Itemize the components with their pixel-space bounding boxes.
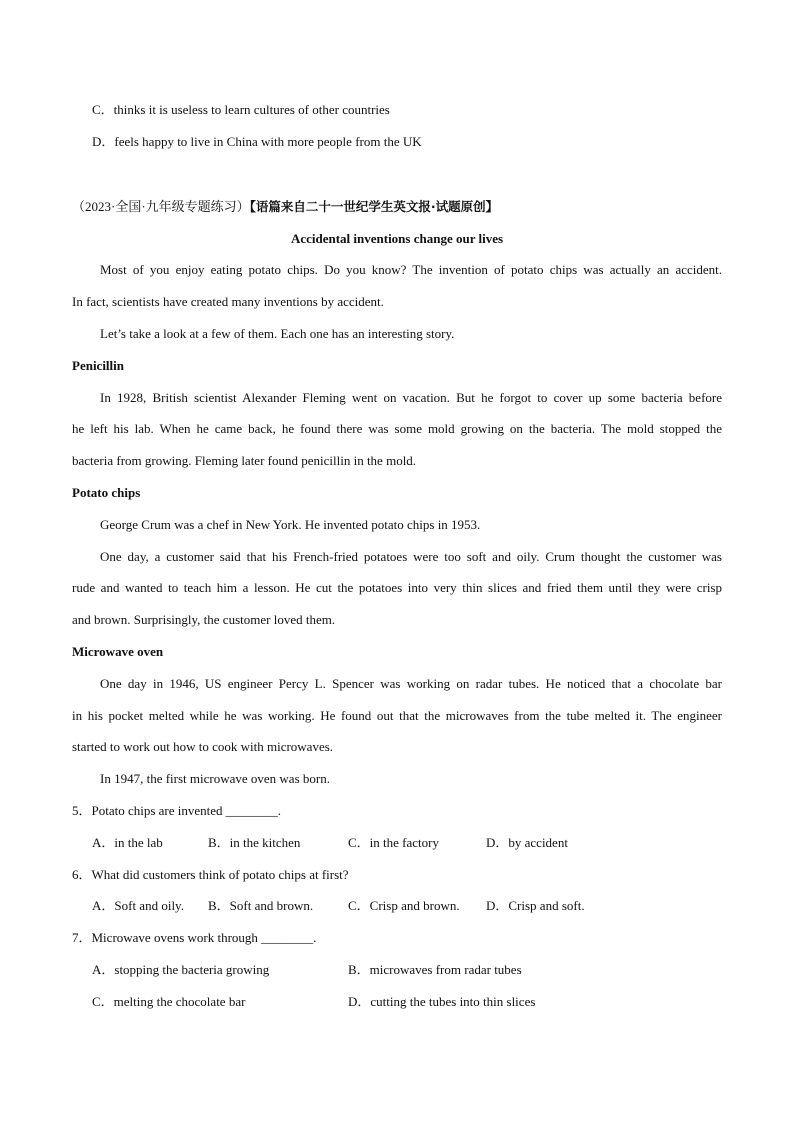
section-heading-penicillin: Penicillin: [72, 358, 124, 373]
question-7-option-b: B．microwaves from radar tubes: [348, 962, 522, 977]
penicillin-line-1: In 1928, British scientist Alexander Fleming went on vacation. But he forgot to cover up some bacteria before: [100, 390, 722, 405]
section-heading-potato-chips: Potato chips: [72, 485, 141, 500]
prev-option-d: D．feels happy to live in China with more people from the UK: [92, 134, 422, 149]
intro-line-3: Let’s take a look at a few of them. Each one has an interesting story.: [100, 326, 455, 341]
question-6-option-c: C．Crisp and brown.: [348, 898, 460, 913]
potato-line-3: rude and wanted to teach him a lesson. He cut the potatoes into very thin slices and fried them until they were crisp: [72, 580, 722, 595]
section-heading-microwave-oven: Microwave oven: [72, 644, 164, 659]
question-5-option-c: C．in the factory: [348, 835, 439, 850]
microwave-line-3: started to work out how to cook with microwaves.: [72, 739, 334, 754]
source-prefix: （2023·全国·九年级专题练习）: [72, 199, 250, 214]
question-7-stem: 7．Microwave ovens work through ________.: [72, 930, 317, 945]
potato-line-4: and brown. Surprisingly, the customer loved them.: [72, 612, 336, 627]
penicillin-line-2: he left his lab. When he came back, he found there was some mold growing on the bacteria. The mold stopped the: [72, 421, 722, 436]
intro-line-2: In fact, scientists have created many inventions by accident.: [72, 294, 384, 309]
question-6-stem: 6．What did customers think of potato chips at first?: [72, 867, 349, 882]
question-7-option-a: A．stopping the bacteria growing: [92, 962, 270, 977]
question-5-stem: 5．Potato chips are invented ________.: [72, 803, 282, 818]
microwave-line-2: in his pocket melted while he was working. He found out that the microwaves from the tube melted it. The engineer: [72, 708, 722, 723]
microwave-line-4: In 1947, the first microwave oven was born.: [100, 771, 330, 786]
question-7-option-c: C．melting the chocolate bar: [92, 994, 246, 1009]
source-tag: 【语篇来自二十一世纪学生英文报·试题原创】: [249, 199, 499, 214]
question-7-option-d: D．cutting the tubes into thin slices: [348, 994, 536, 1009]
source-line: [72, 198, 498, 216]
question-5-option-a: A．in the lab: [92, 835, 163, 850]
question-6-option-d: D．Crisp and soft.: [486, 898, 585, 913]
intro-line-1: Most of you enjoy eating potato chips. Do you know? The invention of potato chips was actually an accident.: [100, 262, 722, 277]
prev-option-c: C．thinks it is useless to learn cultures of other countries: [92, 102, 390, 117]
question-6-option-a: A．Soft and oily.: [92, 898, 184, 913]
question-6-option-b: B．Soft and brown.: [208, 898, 314, 913]
article-title: Accidental inventions change our lives: [290, 231, 504, 246]
potato-line-2: One day, a customer said that his French-fried potatoes were too soft and oily. Crum thought the customer was: [100, 549, 722, 564]
question-5-option-b: B．in the kitchen: [208, 835, 301, 850]
potato-line-1: George Crum was a chef in New York. He invented potato chips in 1953.: [100, 517, 481, 532]
microwave-line-1: One day in 1946, US engineer Percy L. Spencer was working on radar tubes. He noticed that a chocolate bar: [100, 676, 722, 691]
question-5-option-d: D．by accident: [486, 835, 568, 850]
penicillin-line-3: bacteria from growing. Fleming later found penicillin in the mold.: [72, 453, 417, 468]
